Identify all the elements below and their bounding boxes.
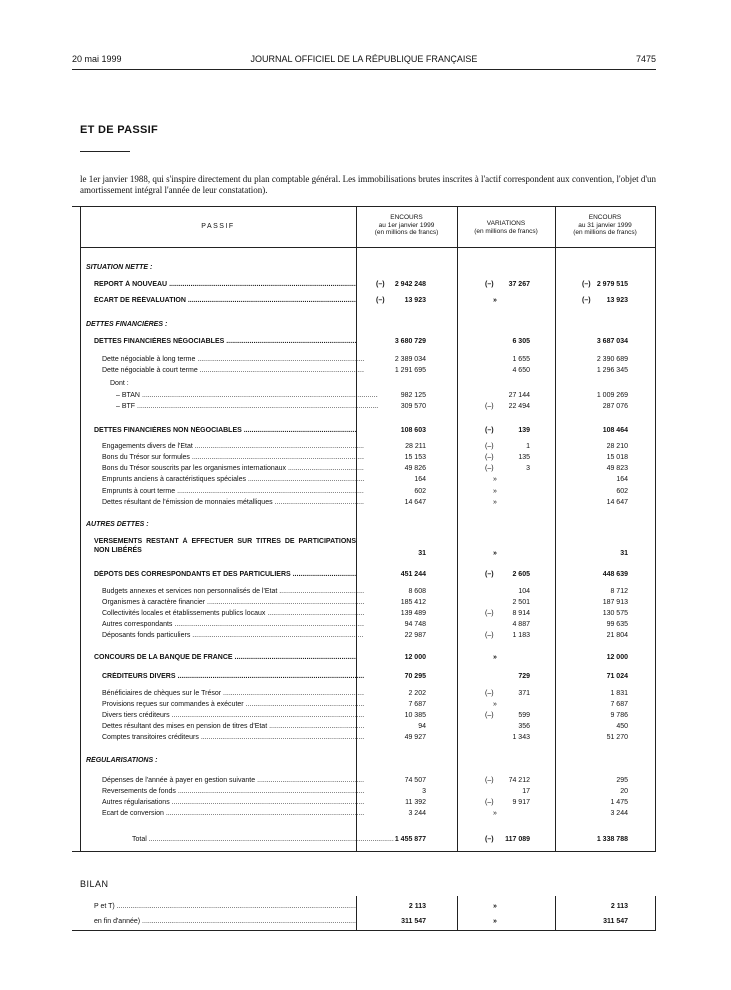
bilan-value-variation: » xyxy=(493,918,497,925)
table-row xyxy=(0,609,731,619)
value-encours-end: 3 244 xyxy=(610,810,628,817)
value-variation: » xyxy=(493,654,497,661)
value-variation: 139 xyxy=(518,427,530,434)
value-variation: 9 917 xyxy=(512,799,530,806)
value-variation: 371 xyxy=(518,690,530,697)
sign-variation: (–) xyxy=(485,777,494,784)
value-encours-end: 602 xyxy=(616,488,628,495)
row-label: Collectivités locales et établissements publics locaux ..... xyxy=(102,609,364,619)
value-encours-end: 15 018 xyxy=(606,454,628,461)
value-encours-start: 14 647 xyxy=(404,499,426,506)
bilan-row xyxy=(0,917,731,927)
table-row xyxy=(0,498,731,508)
sign-variation: (–) xyxy=(485,571,494,578)
value-variation: 1 183 xyxy=(512,632,530,639)
value-variation: 1 xyxy=(526,443,530,450)
value-encours-start: 15 153 xyxy=(404,454,426,461)
col-head-passif: PASSIF xyxy=(201,223,235,230)
row-label: DETTES FINANCIÈRES NON NÉGOCIABLES ..... xyxy=(94,426,356,436)
value-variation: 2 501 xyxy=(512,599,530,606)
value-variation: » xyxy=(493,701,497,708)
value-variation: 4 650 xyxy=(512,367,530,374)
value-encours-end: 99 635 xyxy=(606,621,628,628)
value-encours-start: 3 680 729 xyxy=(394,338,426,345)
row-label: Organismes à caractère financier ..... xyxy=(102,598,364,608)
value-variation: 27 144 xyxy=(508,392,530,399)
table-row xyxy=(0,631,731,641)
table-row xyxy=(0,426,731,436)
row-label: CRÉDITEURS DIVERS ..... xyxy=(102,672,364,682)
sign-variation: (–) xyxy=(485,632,494,639)
value-variation: » xyxy=(493,499,497,506)
table-row xyxy=(0,776,731,786)
value-variation: 356 xyxy=(518,723,530,730)
value-encours-start: 94 748 xyxy=(404,621,426,628)
table-top-rule xyxy=(72,206,656,207)
sign-variation: (–) xyxy=(485,799,494,806)
value-variation: » xyxy=(493,297,497,304)
value-encours-start: 49 826 xyxy=(404,465,426,472)
table-row xyxy=(0,475,731,485)
value-encours-end: 187 913 xyxy=(602,599,628,606)
table-row xyxy=(0,337,731,347)
sign-variation: (–) xyxy=(485,690,494,697)
table-row xyxy=(0,296,731,306)
row-label: Emprunts à court terme ..... xyxy=(102,487,364,497)
table-row xyxy=(0,809,731,819)
row-label: Dont : xyxy=(110,380,129,387)
row-label: REPORT À NOUVEAU ..... xyxy=(94,280,356,290)
row-label: Dettes résultant de l'émission de monnaies métalliques ..... xyxy=(102,498,364,508)
value-encours-end: 1 338 788 xyxy=(596,836,628,843)
value-encours-start: 3 244 xyxy=(408,810,426,817)
row-label: Dette négociable à long terme ..... xyxy=(102,355,364,365)
table-row xyxy=(0,733,731,743)
value-encours-start: 49 927 xyxy=(404,734,426,741)
value-encours-start: 74 507 xyxy=(404,777,426,784)
value-encours-end: 295 xyxy=(616,777,628,784)
sign-variation: (–) xyxy=(485,454,494,461)
row-label: ÉCART DE RÉÉVALUATION ..... xyxy=(94,296,356,306)
value-encours-start: 31 xyxy=(418,550,426,557)
table-row xyxy=(0,598,731,608)
table-row xyxy=(0,620,731,630)
bilan-bottom-rule xyxy=(72,930,656,931)
row-label: – BTAN ..... xyxy=(116,391,378,401)
value-encours-start: 11 392 xyxy=(405,799,426,806)
sign-encours-end: (–) xyxy=(582,297,591,304)
value-encours-end: 1 009 269 xyxy=(596,392,628,399)
table-row xyxy=(0,672,731,682)
value-variation: » xyxy=(493,488,497,495)
table-row xyxy=(0,835,731,845)
value-encours-end: 130 575 xyxy=(602,610,628,617)
value-encours-start: 602 xyxy=(414,488,426,495)
value-encours-start: 13 923 xyxy=(404,297,426,304)
table-row xyxy=(0,689,731,699)
value-variation: 74 212 xyxy=(508,777,530,784)
value-variation: 4 887 xyxy=(512,621,530,628)
value-variation: 1 343 xyxy=(512,734,530,741)
value-encours-end: 287 076 xyxy=(602,403,628,410)
table-row xyxy=(0,280,731,290)
col-head-encours-start: ENCOURS au 1er janvier 1999 (en millions de francs) xyxy=(374,214,439,236)
value-variation: 135 xyxy=(518,454,530,461)
table-row xyxy=(0,587,731,597)
value-encours-end: 7 687 xyxy=(610,701,628,708)
value-variation: 599 xyxy=(518,712,530,719)
value-variation: » xyxy=(493,810,497,817)
sign-encours-end: (–) xyxy=(582,281,591,288)
row-label: Bénéficiaires de chèques sur le Trésor ..... xyxy=(102,689,364,699)
value-encours-start: 1 455 877 xyxy=(394,836,426,843)
value-encours-start: 12 000 xyxy=(404,654,426,661)
sign-variation: (–) xyxy=(485,836,494,843)
table-row xyxy=(0,464,731,474)
value-encours-start: 2 942 248 xyxy=(394,281,426,288)
value-encours-end: 1 831 xyxy=(610,690,628,697)
value-variation: 117 089 xyxy=(505,836,530,843)
table-row xyxy=(0,442,731,452)
value-variation: 729 xyxy=(518,673,530,680)
value-encours-start: 8 608 xyxy=(408,588,426,595)
bilan-value-start: 2 113 xyxy=(408,903,426,910)
table-row xyxy=(0,653,731,663)
table-row xyxy=(0,453,731,463)
row-label: Bons du Trésor sur formules ..... xyxy=(102,453,364,463)
table-row xyxy=(0,379,731,389)
bilan-value-end: 2 113 xyxy=(610,903,628,910)
row-label: AUTRES DETTES : xyxy=(86,521,149,528)
bilan-title: BILAN xyxy=(80,879,109,889)
row-label: – BTF ..... xyxy=(116,402,378,412)
value-encours-start: 7 687 xyxy=(408,701,426,708)
bilan-value-variation: » xyxy=(493,903,497,910)
value-encours-end: 450 xyxy=(616,723,628,730)
row-label: Budgets annexes et services non personnalisés de l'Etat ..... xyxy=(102,587,364,597)
table-bottom-rule xyxy=(72,851,656,852)
value-encours-start: 982 125 xyxy=(400,392,426,399)
col-head-encours-end: ENCOURS au 31 janvier 1999 (en millions de francs) xyxy=(573,214,637,236)
row-label: DETTES FINANCIÈRES NÉGOCIABLES ..... xyxy=(94,337,356,347)
value-encours-end: 49 823 xyxy=(606,465,628,472)
value-encours-end: 28 210 xyxy=(606,443,628,450)
value-encours-start: 28 211 xyxy=(405,443,426,450)
table-row xyxy=(0,537,731,557)
value-encours-end: 2 979 515 xyxy=(596,281,628,288)
value-variation: 104 xyxy=(518,588,530,595)
value-encours-end: 9 786 xyxy=(610,712,628,719)
value-encours-start: 10 385 xyxy=(404,712,426,719)
row-label: Dette négociable à court terme ..... xyxy=(102,366,364,376)
table-row xyxy=(0,402,731,412)
value-encours-end: 2 390 689 xyxy=(596,356,628,363)
sign-variation: (–) xyxy=(485,443,494,450)
row-label: Autres régularisations ..... xyxy=(102,798,364,808)
value-variation: 22 494 xyxy=(508,403,530,410)
value-encours-end: 14 647 xyxy=(606,499,628,506)
value-encours-start: 185 412 xyxy=(400,599,426,606)
table-row xyxy=(0,487,731,497)
value-encours-end: 108 464 xyxy=(602,427,628,434)
bilan-spacer xyxy=(80,891,656,892)
value-encours-start: 451 244 xyxy=(400,571,426,578)
value-variation: 1 655 xyxy=(512,356,530,363)
sign-variation: (–) xyxy=(485,281,494,288)
row-label: Dépenses de l'année à payer en gestion suivante ..... xyxy=(102,776,364,786)
value-variation: 6 305 xyxy=(512,338,530,345)
table-row xyxy=(0,700,731,710)
value-encours-start: 2 389 034 xyxy=(394,356,426,363)
bilan-row-label: P et T) ..... xyxy=(94,902,356,912)
table-row xyxy=(0,366,731,376)
row-label: Comptes transitoires créditeurs ..... xyxy=(102,733,364,743)
table-row xyxy=(0,787,731,797)
value-variation: 17 xyxy=(522,788,530,795)
title-rule xyxy=(80,151,130,152)
value-encours-start: 139 489 xyxy=(400,610,426,617)
bilan-row xyxy=(0,902,731,912)
row-label: Emprunts anciens à caractéristiques spéciales ..... xyxy=(102,475,364,485)
value-variation: 3 xyxy=(526,465,530,472)
value-encours-start: 94 xyxy=(418,723,426,730)
section-title: ET DE PASSIF xyxy=(80,124,158,136)
value-encours-start: 309 570 xyxy=(400,403,426,410)
value-encours-end: 12 000 xyxy=(606,654,628,661)
value-variation: » xyxy=(493,476,497,483)
header-rule xyxy=(72,69,656,70)
table-row xyxy=(0,570,731,580)
header-journal-title: JOURNAL OFFICIEL DE LA RÉPUBLIQUE FRANÇAISE xyxy=(250,54,478,64)
row-label: DÉPÔTS DES CORRESPONDANTS ET DES PARTICULIERS ..... xyxy=(94,570,356,580)
sign-variation: (–) xyxy=(485,712,494,719)
row-label: Ecart de conversion ..... xyxy=(102,809,364,819)
row-label: Engagements divers de l'Etat ..... xyxy=(102,442,364,452)
row-label: DETTES FINANCIÈRES : xyxy=(86,321,168,328)
row-label: Bons du Trésor souscrits par les organismes internationaux ..... xyxy=(102,464,364,474)
row-label: Déposants fonds particuliers ..... xyxy=(102,631,364,641)
value-encours-start: 164 xyxy=(414,476,426,483)
table-row xyxy=(0,711,731,721)
table-header-rule xyxy=(80,247,656,248)
row-label: Autres correspondants ..... xyxy=(102,620,364,630)
bilan-value-end: 311 547 xyxy=(603,918,628,925)
sign-encours-start: (–) xyxy=(376,297,385,304)
value-encours-end: 164 xyxy=(616,476,628,483)
bilan-value-start: 311 547 xyxy=(401,918,426,925)
value-encours-start: 3 xyxy=(422,788,426,795)
value-encours-start: 70 295 xyxy=(404,673,426,680)
table-row xyxy=(0,798,731,808)
value-encours-start: 108 603 xyxy=(400,427,426,434)
sign-variation: (–) xyxy=(485,465,494,472)
table-row xyxy=(0,520,731,530)
row-label: Total ..... xyxy=(132,835,394,845)
header-date: 20 mai 1999 xyxy=(72,54,122,64)
row-label: Divers tiers créditeurs ..... xyxy=(102,711,364,721)
table-row xyxy=(0,391,731,401)
value-variation: » xyxy=(493,550,497,557)
sign-variation: (–) xyxy=(485,610,494,617)
value-encours-start: 22 987 xyxy=(404,632,426,639)
value-encours-end: 20 xyxy=(620,788,628,795)
value-encours-end: 3 687 034 xyxy=(596,338,628,345)
page-header xyxy=(72,54,656,68)
sign-variation: (–) xyxy=(485,403,494,410)
value-variation: 2 605 xyxy=(512,571,530,578)
row-label: VERSEMENTS RESTANT À EFFECTUER SUR TITRES DE PARTICIPATIONS NON LIBÉRÉS xyxy=(94,538,356,554)
row-label: SITUATION NETTE : xyxy=(86,264,153,271)
col-head-variations: VARIATIONS (en millions de francs) xyxy=(474,220,538,235)
value-variation: 37 267 xyxy=(508,281,530,288)
value-encours-end: 71 024 xyxy=(606,673,628,680)
value-encours-end: 13 923 xyxy=(606,297,628,304)
table-row xyxy=(0,722,731,732)
header-page-number: 7475 xyxy=(635,54,656,64)
sign-variation: (–) xyxy=(485,427,494,434)
row-label: Reversements de fonds ..... xyxy=(102,787,364,797)
table-row xyxy=(0,756,731,766)
value-encours-end: 448 639 xyxy=(602,571,628,578)
value-encours-start: 1 291 695 xyxy=(394,367,426,374)
row-label: Dettes résultant des mises en pension de titres d'Etat ..... xyxy=(102,722,364,732)
value-encours-start: 2 202 xyxy=(408,690,426,697)
row-label: CONCOURS DE LA BANQUE DE FRANCE ..... xyxy=(94,653,356,663)
value-encours-end: 1 475 xyxy=(610,799,628,806)
row-label: Provisions reçues sur commandes à exécuter ..... xyxy=(102,700,364,710)
intro-paragraph: le 1er janvier 1988, qui s'inspire directement du plan comptable général. Les immobilisations brutes inscrites à l'actif correspondent aux convention, l'objet d'un amortissement intégral l'année de leur constatation). xyxy=(80,174,656,195)
value-encours-end: 8 712 xyxy=(610,588,628,595)
value-encours-end: 31 xyxy=(620,550,628,557)
value-encours-end: 51 270 xyxy=(606,734,628,741)
value-encours-end: 1 296 345 xyxy=(596,367,628,374)
table-row xyxy=(0,320,731,330)
table-row xyxy=(0,263,731,273)
sign-encours-start: (–) xyxy=(376,281,385,288)
row-label: RÉGULARISATIONS : xyxy=(86,757,158,764)
bilan-row-label: en fin d'année) ..... xyxy=(94,917,356,927)
value-encours-end: 21 804 xyxy=(606,632,628,639)
value-variation: 8 914 xyxy=(512,610,530,617)
table-row xyxy=(0,355,731,365)
